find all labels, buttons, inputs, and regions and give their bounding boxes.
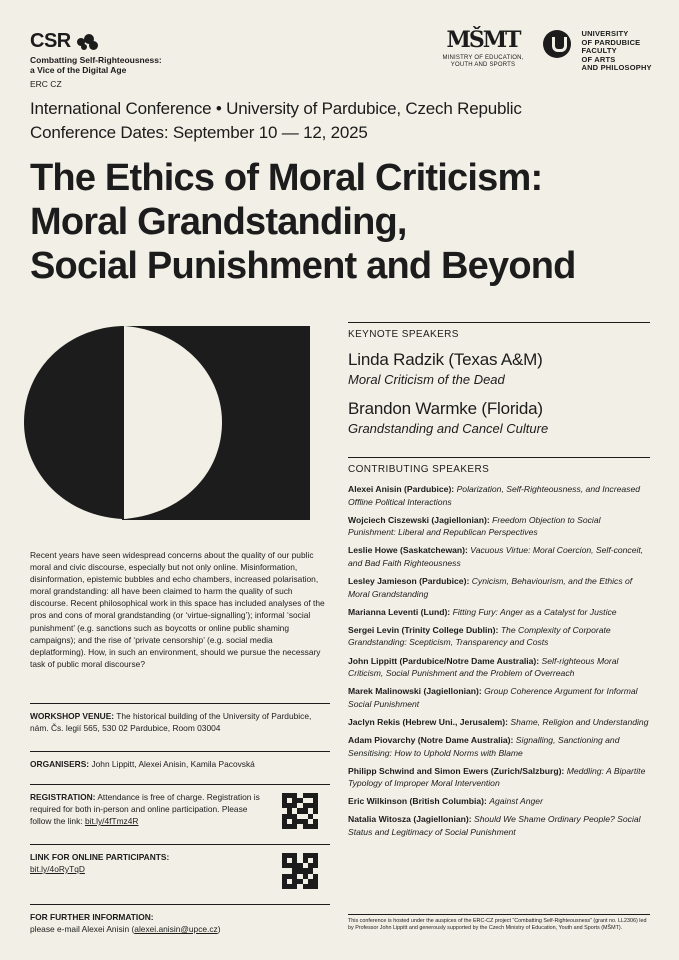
speaker-talk: Signalling, Sanctioning and Sensitising: How to Uphold Norms with Blame <box>348 735 620 758</box>
csr-dots-icon <box>75 32 101 52</box>
upce-line-5: AND PHILOSOPHY <box>581 63 652 72</box>
conference-dates: Conference Dates: September 10 — 12, 2025 <box>30 123 368 142</box>
speaker-list <box>348 483 650 839</box>
keynote-section <box>348 322 650 437</box>
list-item <box>348 716 650 729</box>
upce-line-3: FACULTY <box>581 46 617 55</box>
list-item <box>348 624 650 649</box>
upce-emblem-icon <box>543 30 571 58</box>
organisers-text: John Lippitt, Alexei Anisin, Kamila Pacovská <box>91 759 255 769</box>
list-item <box>348 544 650 569</box>
further-info-block <box>30 904 330 944</box>
registration-text: Attendance is free of charge. Registration is required for both in-person and online participation. Please follow the link: <box>30 792 260 826</box>
keynote-heading: KEYNOTE SPEAKERS <box>348 322 650 340</box>
speaker-name: Philipp Schwind and Simon Ewers (Zurich/Salzburg): <box>348 765 565 776</box>
csr-tagline-1: Combatting Self-Righteousness: <box>30 55 162 65</box>
speaker-talk: Shame, Religion and Understanding <box>510 716 649 727</box>
registration-qr-code[interactable] <box>282 793 318 829</box>
upce-line-4: OF ARTS <box>581 54 616 64</box>
venue-label: WORKSHOP VENUE: <box>30 711 115 721</box>
keynote-name: Brandon Warmke (Florida) <box>348 399 543 418</box>
speaker-name: Alexei Anisin (Pardubice): <box>348 484 455 494</box>
speaker-talk: Freedom Objection to Social Punishment: Liberal and Republican Perspectives <box>348 514 601 538</box>
online-qr-code[interactable] <box>282 853 318 889</box>
speaker-talk: Meddling: A Bipartite Typology of Improper Moral Intervention <box>348 765 646 789</box>
contributing-section <box>348 457 650 844</box>
csr-tagline-2: a Vice of the Digital Age <box>30 65 127 75</box>
speaker-name: Eric Wilkinson (British Columbia): <box>348 796 487 807</box>
keynote-talk: Grandstanding and Cancel Culture <box>348 421 549 436</box>
speaker-name: Jaclyn Rekis (Hebrew Uni., Jerusalem): <box>348 716 509 727</box>
speaker-talk: The Complexity of Corporate Grandstanding: Scepticism, Transparency and Costs <box>348 624 611 648</box>
conference-line-1: International Conference • University of Pardubice, Czech Republic <box>30 99 522 118</box>
organisers-block <box>30 751 330 779</box>
speaker-name: Sergei Levin (Trinity College Dublin): <box>348 624 499 635</box>
list-item <box>348 765 650 790</box>
keynote-talk: Moral Criticism of the Dead <box>348 372 505 387</box>
online-link[interactable]: bit.ly/4oRyTqD <box>30 864 85 874</box>
page-title <box>30 156 660 288</box>
speaker-talk: Self-righteous Moral Criticism, Social Punishment and the Problem of Overreach <box>348 655 619 679</box>
further-text: please e-mail Alexei Anisin ( <box>30 924 135 934</box>
speaker-name: Wojciech Ciszewski (Jagiellonian): <box>348 514 490 525</box>
speaker-talk: Against Anger <box>489 796 543 807</box>
csr-logo <box>30 30 162 89</box>
half-moon-graphic <box>22 322 310 522</box>
registration-block <box>30 784 330 838</box>
venue-block <box>30 703 330 743</box>
speaker-talk: Should We Shame Ordinary People? Social Status and Legitimacy of Social Punishment <box>348 814 641 838</box>
speaker-talk: Group Coherence Argument for Informal Social Punishment <box>348 686 638 709</box>
conference-info <box>30 97 522 145</box>
registration-link[interactable]: bit.ly/4fTmz4R <box>84 816 139 826</box>
list-item <box>348 734 650 759</box>
abstract-text: Recent years have seen widespread concerns about the quality of our public moral and civic discourse, especially but not only online. Misinformation, disinformation, epistemic bubbles and echo chambers, increased polarisation, moral grandstanding: all have been claimed to harm the quality of such discourse. Recent philosophical work in this space has included analyses of the pros and cons of moral grandstanding (or ‘virtue-signalling’); informal ‘social punishment’ (e.g. sanctions such as boycotts or online public shaming campaigns); and the rise of ‘private censorship’ (e.g. social media deplatforming). How, in such an environment, should we pursue the necessary task of public moral discourse? <box>30 550 325 669</box>
footnote: This conference is hosted under the auspices of the ERC-CZ project “Combatting Self-Righteousness” (grant no. LL2306) led by Professor John Lippitt and generously supported by the Czech Ministry of Education, Youth and Sports (MŠMT). <box>348 914 650 932</box>
speaker-name: Leslie Howe (Saskatchewan): <box>348 545 468 556</box>
keynote-speaker <box>348 398 650 437</box>
list-item <box>348 514 650 539</box>
title-line-3: Social Punishment and Beyond <box>30 245 576 287</box>
contributing-heading: CONTRIBUTING SPEAKERS <box>348 457 650 475</box>
keynote-speaker <box>348 349 650 388</box>
organisers-label: ORGANISERS: <box>30 759 90 769</box>
online-block <box>30 844 330 896</box>
speaker-name: Marek Malinowski (Jagiellonian): <box>348 686 482 697</box>
title-line-1: The Ethics of Moral Criticism: <box>30 157 543 199</box>
speaker-name: John Lippitt (Pardubice/Notre Dame Australia): <box>348 655 540 666</box>
list-item <box>348 685 650 710</box>
csr-logo-mark: CSR <box>30 30 71 52</box>
keynote-name: Linda Radzik (Texas A&M) <box>348 350 543 369</box>
further-label: FOR FURTHER INFORMATION: <box>30 912 154 922</box>
further-close: ) <box>217 924 221 934</box>
msmt-line-1: MINISTRY OF EDUCATION, <box>442 55 524 61</box>
speaker-talk: Fitting Fury: Anger as a Catalyst for Justice <box>452 606 617 617</box>
speaker-name: Natalia Witosza (Jagiellonian): <box>348 814 472 825</box>
list-item <box>348 483 650 508</box>
msmt-mark: MŠMT <box>446 27 520 53</box>
speaker-name: Adam Piovarchy (Notre Dame Australia): <box>348 735 514 745</box>
upce-line-2: OF PARDUBICE <box>581 37 641 47</box>
erc-label: ERC CZ <box>30 79 62 89</box>
list-item <box>348 795 650 808</box>
list-item <box>348 813 650 838</box>
speaker-talk: Polarization, Self-Righteousness, and Increased Offline Political Interactions <box>348 484 641 507</box>
registration-label: REGISTRATION: <box>30 792 96 802</box>
speaker-talk: Vacuous Virtue: Moral Coercion, Self-conceit, and Bad Faith Righteousness <box>348 545 644 568</box>
list-item <box>348 655 650 680</box>
upce-logo <box>543 30 652 73</box>
upce-line-1: UNIVERSITY <box>581 29 629 38</box>
contact-email-link[interactable]: alexei.anisin@upce.cz <box>134 924 218 934</box>
msmt-logo <box>434 28 532 69</box>
title-line-2: Moral Grandstanding, <box>30 201 407 243</box>
venue-text: The historical building of the University of Pardubice, nám. Čs. legií 565, 530 02 Pardubice, Room 03004 <box>30 711 312 733</box>
speaker-talk: Cynicism, Behaviourism, and the Ethics of Moral Grandstanding <box>348 576 633 599</box>
msmt-line-2: YOUTH AND SPORTS <box>450 62 516 68</box>
list-item <box>348 606 650 619</box>
speaker-name: Marianna Leventi (Lund): <box>348 606 451 617</box>
speaker-name: Lesley Jamieson (Pardubice): <box>348 576 470 587</box>
list-item <box>348 575 650 600</box>
online-label: LINK FOR ONLINE PARTICIPANTS: <box>30 852 170 862</box>
